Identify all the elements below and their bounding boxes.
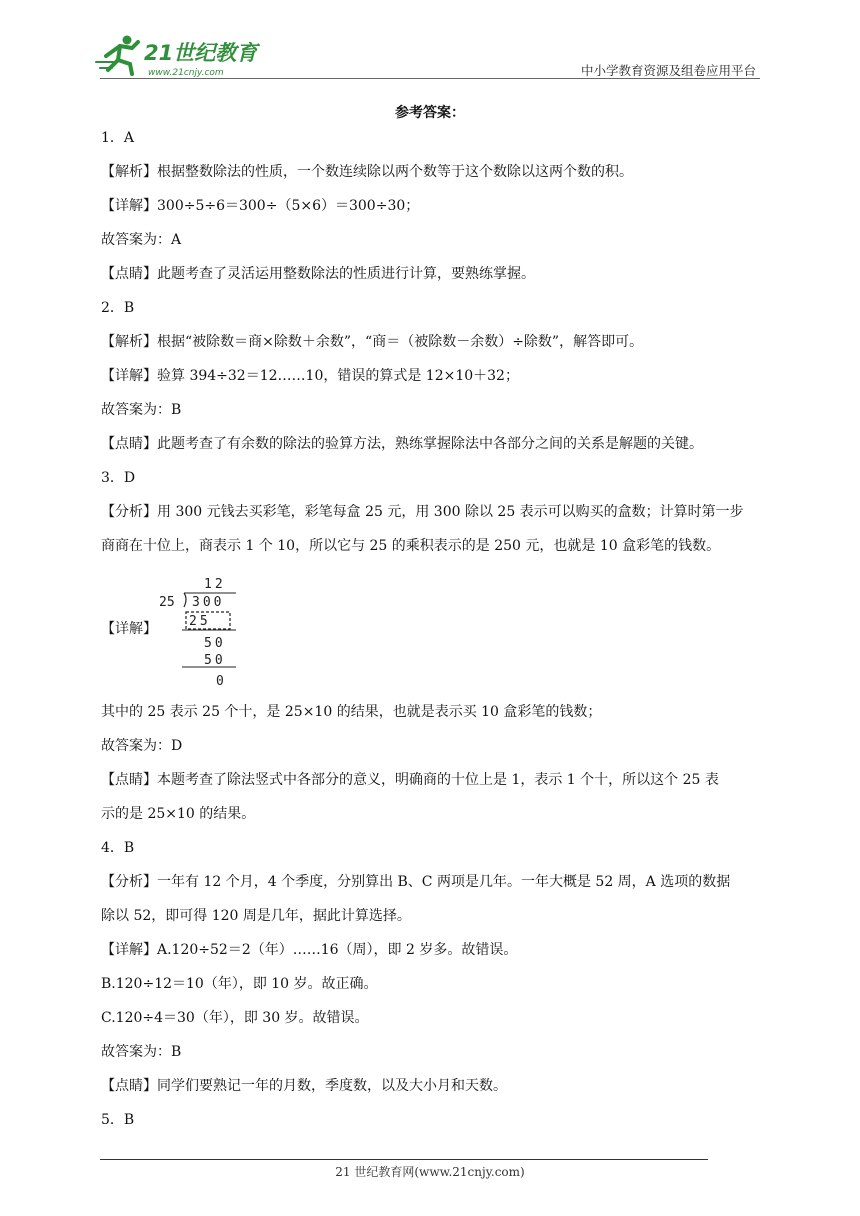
answer-number: 2．B bbox=[101, 300, 135, 316]
comment-text: 【点睛】同学们要熟记一年的月数，季度数，以及大小月和天数。 bbox=[101, 1078, 507, 1094]
answer-text: 故答案为：B bbox=[101, 1044, 182, 1060]
detail-text: 【详解】A.120÷52＝2（年）……16（周），即 2 岁多。故错误。 bbox=[101, 942, 518, 958]
analysis-text: 【分析】用 300 元钱去买彩笔，彩笔每盒 25 元，用 300 除以 25 表示可以购买的盒数；计算时第一步 bbox=[101, 504, 744, 520]
analysis-text: 【解析】根据整数除法的性质，一个数连续除以两个数等于这个数除以这两个数的积。 bbox=[101, 164, 633, 180]
division-step-value: 50 bbox=[204, 653, 226, 668]
comment-text: 【点睛】此题考查了有余数的除法的验算方法，熟练掌握除法中各部分之间的关系是解题的关键。 bbox=[101, 436, 703, 452]
answer-number: 3．D bbox=[101, 470, 136, 486]
header-divider bbox=[100, 78, 760, 79]
runner-icon bbox=[96, 36, 138, 75]
detail-text: 【详解】验算 394÷32＝12……10，错误的算式是 12×10＋32； bbox=[101, 368, 519, 384]
answer-text: 故答案为：D bbox=[101, 738, 183, 754]
logo bbox=[92, 34, 267, 80]
detail-text: 【详解】300÷5÷6＝300÷（5×6）＝300÷30； bbox=[101, 198, 420, 214]
page-title: 参考答案： bbox=[395, 105, 465, 121]
answer-number: 4．B bbox=[101, 840, 135, 856]
logo-url: www.21cnjy.com bbox=[148, 68, 224, 78]
analysis-text: 商商在十位上，商表示 1 个 10，所以它与 25 的乘积表示的是 250 元，也就是 10 盒彩笔的钱数。 bbox=[101, 538, 721, 554]
division-remainder: 0 bbox=[216, 674, 224, 689]
page-footer: 21 世纪教育网(www.21cnjy.com) bbox=[335, 1165, 525, 1179]
long-division bbox=[154, 575, 244, 690]
comment-text: 【点睛】此题考查了灵活运用整数除法的性质进行计算，要熟练掌握。 bbox=[101, 266, 535, 282]
answer-number: 1．A bbox=[101, 130, 135, 146]
detail-text: C.120÷4＝30（年），即 30 岁。故错误。 bbox=[101, 1010, 369, 1026]
detail-label: 【详解】 bbox=[101, 621, 157, 637]
division-dividend: 300 bbox=[192, 595, 225, 610]
analysis-text: 除以 52，即可得 120 周是几年，据此计算选择。 bbox=[101, 908, 411, 924]
answer-text: 故答案为：B bbox=[101, 402, 182, 418]
answer-number: 5．B bbox=[101, 1112, 135, 1128]
logo-text: 21世纪教育 bbox=[144, 41, 258, 65]
comment-text: 示的是 25×10 的结果。 bbox=[101, 806, 256, 822]
platform-name: 中小学教育资源及组卷应用平台 bbox=[580, 63, 756, 78]
comment-text: 【点睛】本题考查了除法竖式中各部分的意义，明确商的十位上是 1，表示 1 个十，所以这个 25 表 bbox=[101, 772, 719, 788]
detail-text: B.120÷12＝10（年），即 10 岁。故正确。 bbox=[101, 976, 378, 992]
division-step-product: 25 bbox=[189, 614, 211, 629]
footer-divider bbox=[100, 1159, 708, 1160]
analysis-text: 【解析】根据“被除数＝商×除数＋余数”，“商＝（被除数－余数）÷除数”，解答即可。 bbox=[101, 334, 644, 350]
detail-text: 其中的 25 表示 25 个十，是 25×10 的结果，也就是表示买 10 盒彩笔的钱数； bbox=[101, 704, 602, 720]
analysis-text: 【分析】一年有 12 个月，4 个季度，分别算出 B、C 两项是几年。一年大概是 52 周，A 选项的数据 bbox=[101, 874, 731, 890]
division-divisor: 25 bbox=[159, 595, 175, 610]
division-step-value: 50 bbox=[204, 636, 226, 651]
page-header bbox=[0, 0, 860, 80]
division-quotient: 12 bbox=[204, 577, 226, 592]
answer-text: 故答案为：A bbox=[101, 232, 182, 248]
